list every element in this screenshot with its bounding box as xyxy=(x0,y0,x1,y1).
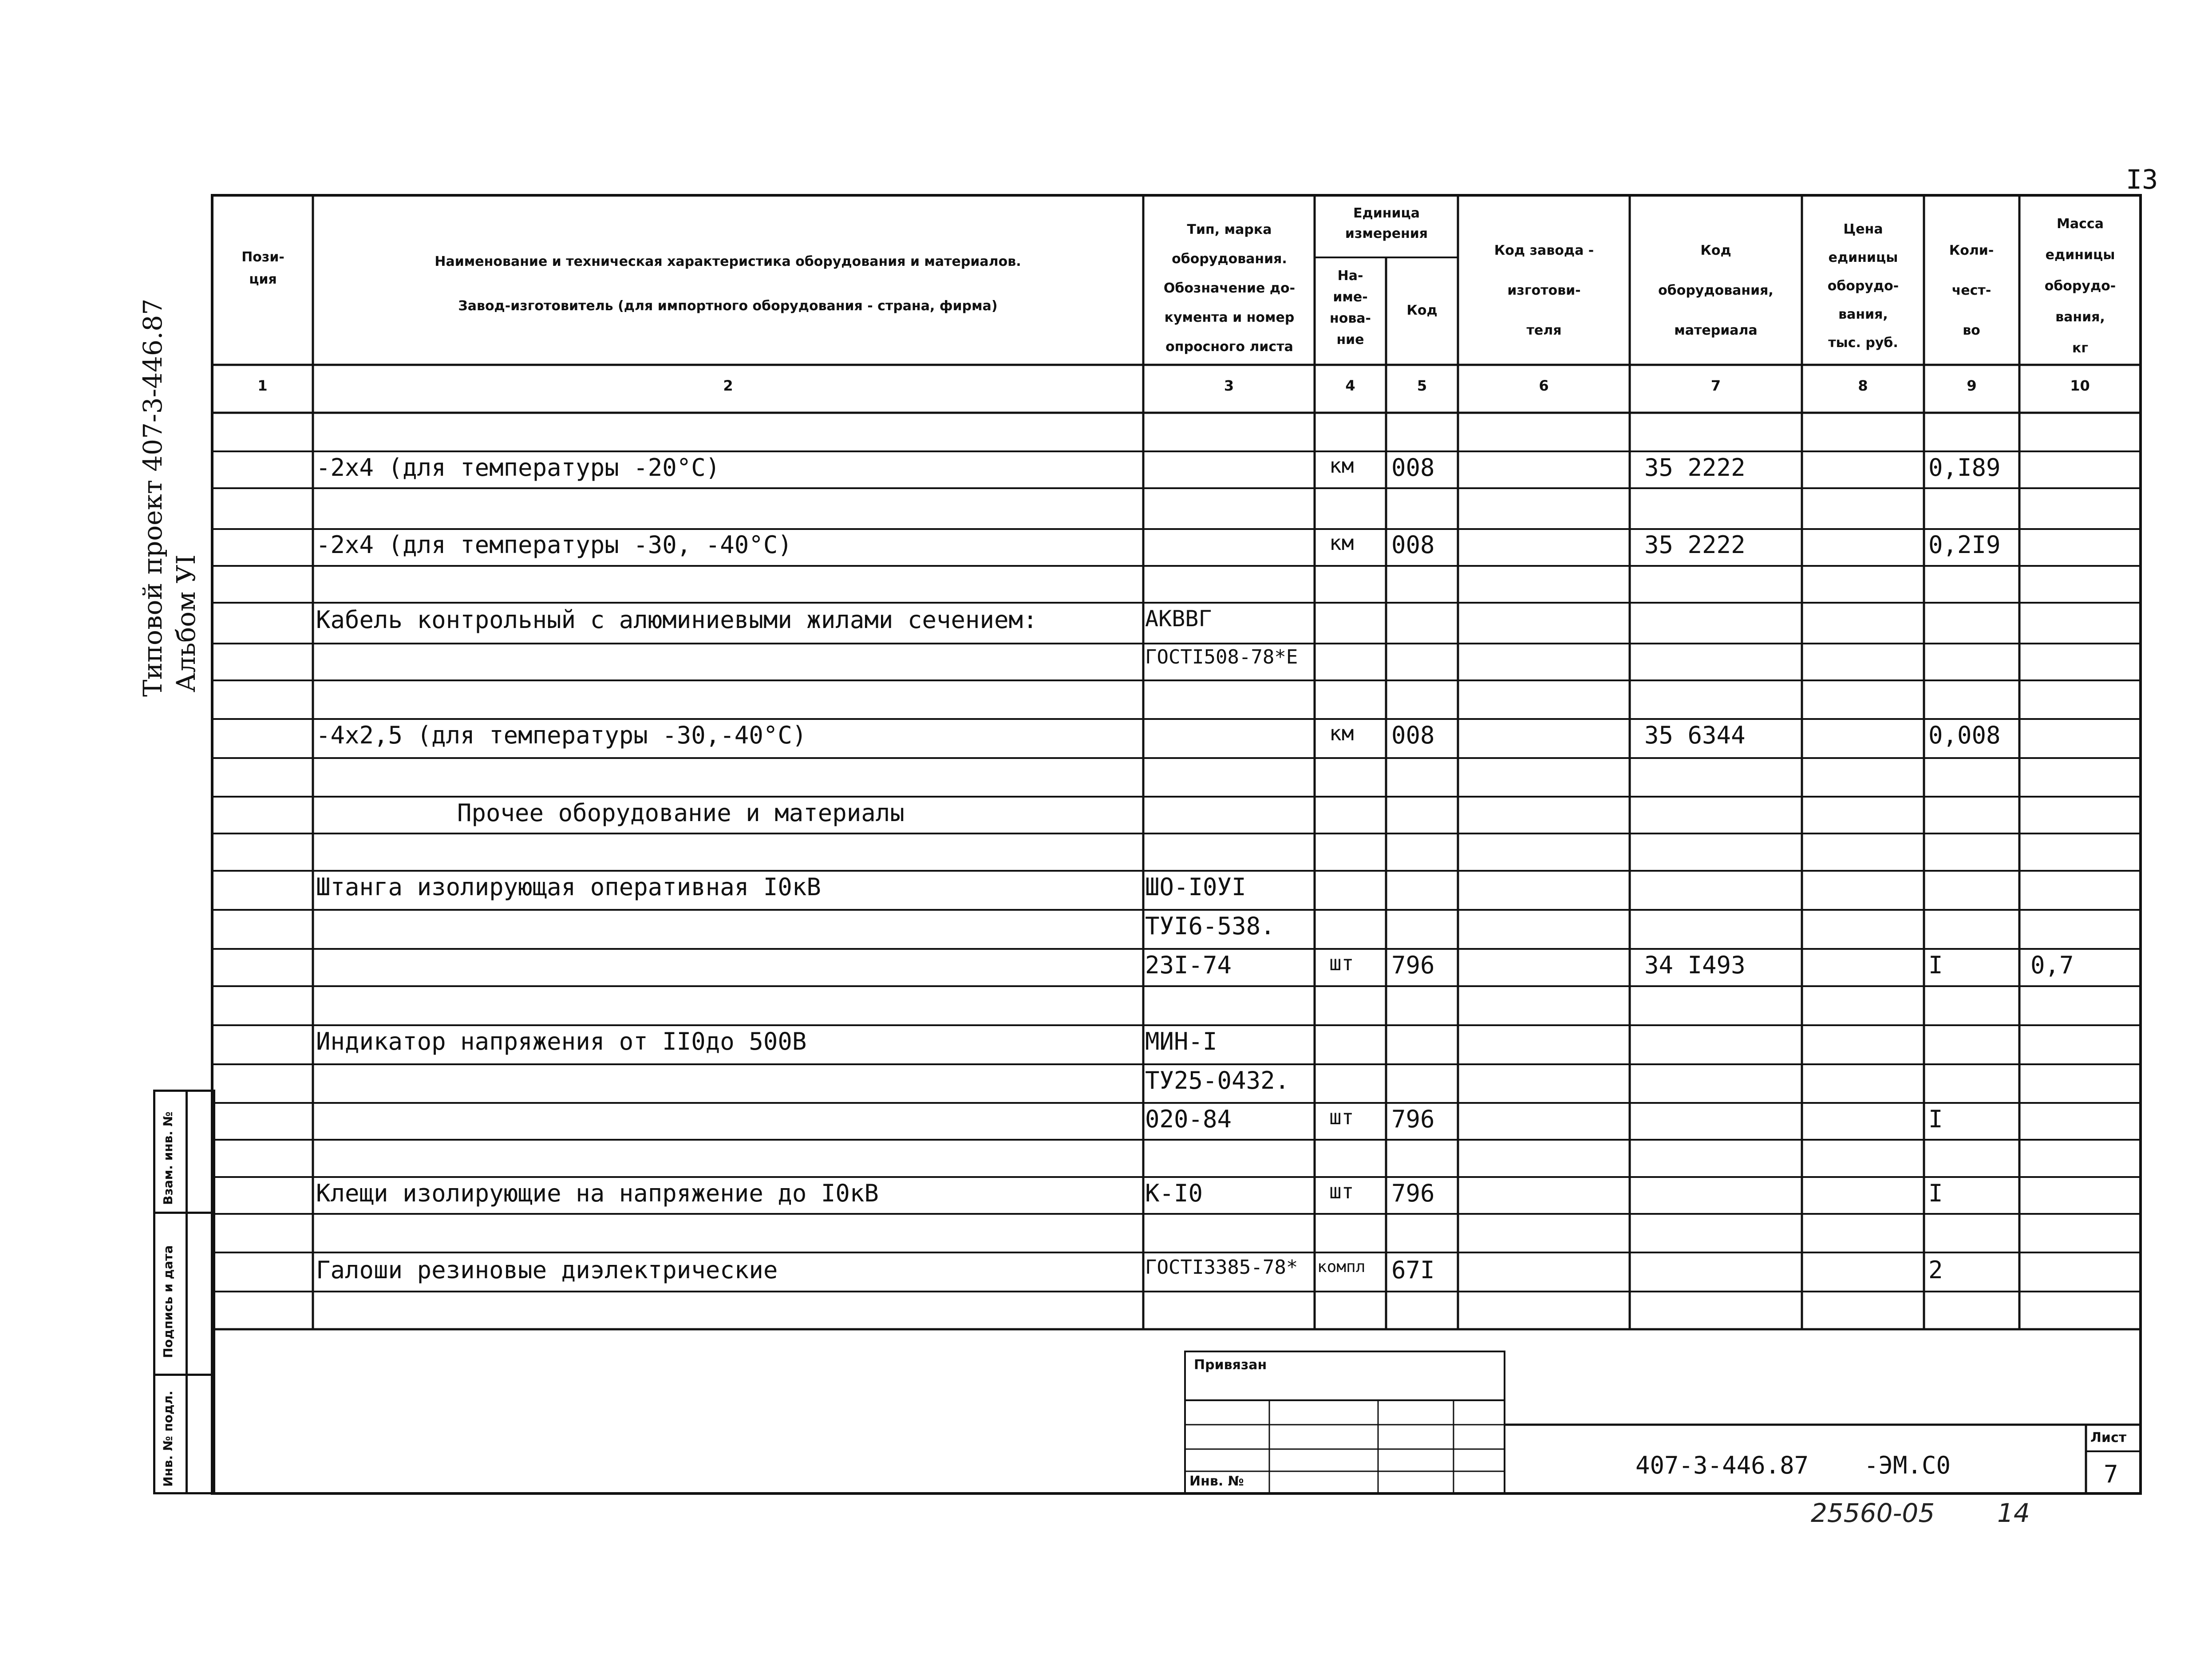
row-code: 008 xyxy=(1391,531,1435,559)
row-type: АКВВГ xyxy=(1145,606,1212,632)
row-equip-code: 35 2222 xyxy=(1644,531,1746,559)
row-unit: шт xyxy=(1329,951,1354,975)
row-qty: I xyxy=(1928,1179,1943,1207)
row-equip-code: 35 6344 xyxy=(1644,721,1746,749)
col-number: 1 xyxy=(257,377,268,394)
side-title-line2: Альбом УI xyxy=(171,554,201,692)
row-code: 796 xyxy=(1391,951,1435,979)
row-mass: 0,7 xyxy=(2030,951,2074,979)
row-name: -4х2,5 (для температуры -30,-40°С) xyxy=(316,721,807,749)
row-qty: 0,008 xyxy=(1928,721,2001,749)
row-name: -2х4 (для температуры -30, -40°С) xyxy=(316,531,792,559)
stamp-vzam-inv: Взам. инв. № xyxy=(161,1111,175,1205)
row-type: ШО-I0УI xyxy=(1145,873,1246,901)
row-qty: 0,I89 xyxy=(1928,454,2001,482)
row-code: 008 xyxy=(1391,721,1435,749)
header-price: Цена единицы оборудо- вания, тыс. руб. xyxy=(1827,221,1899,351)
col-number: 6 xyxy=(1539,377,1549,394)
header-unit-code: Код xyxy=(1406,303,1438,318)
row-type: ТУ25-0432. xyxy=(1145,1067,1290,1094)
row-qty: I xyxy=(1928,1105,1943,1133)
section-heading: Прочее оборудование и материалы xyxy=(457,799,905,827)
row-unit: шт xyxy=(1329,1105,1354,1129)
header-position: Пози- ция xyxy=(241,249,284,287)
header-type: Тип, марка оборудования. Обозначение до- кумента и номер опросного листа xyxy=(1163,222,1296,355)
col-number: 2 xyxy=(723,377,733,394)
row-type: ГОСТI508-78*Е xyxy=(1145,646,1298,668)
row-name: Штанга изолирующая оперативная I0кВ xyxy=(316,873,821,901)
row-equip-code: 35 2222 xyxy=(1644,454,1746,482)
handwritten-archive-number: 25560-05 xyxy=(1811,1498,1935,1528)
sheet-number: 7 xyxy=(2104,1460,2118,1488)
row-equip-code: 34 I493 xyxy=(1644,951,1746,979)
row-unit: компл xyxy=(1317,1258,1366,1276)
row-unit: км xyxy=(1329,721,1354,745)
row-qty: I xyxy=(1928,951,1943,979)
row-name: Клещи изолирующие на напряжение до I0кВ xyxy=(316,1179,879,1207)
col-number: 4 xyxy=(1345,377,1355,394)
row-code: 008 xyxy=(1391,454,1435,482)
header-unit: Единица измерения xyxy=(1345,205,1428,241)
side-title-line1: Типовой проект 407-3-446.87 xyxy=(138,298,168,697)
row-name: Галоши резиновые диэлектрические xyxy=(316,1256,778,1284)
row-type: МИН-I xyxy=(1145,1027,1217,1055)
row-qty: 0,2I9 xyxy=(1928,531,2001,559)
row-code: 796 xyxy=(1391,1179,1435,1207)
row-type: ТУI6-538. xyxy=(1145,912,1275,940)
row-type: 020-84 xyxy=(1145,1105,1232,1133)
document-code: 407-3-446.87 xyxy=(1635,1451,1809,1479)
header-unit-name: На- име- нова- ние xyxy=(1329,268,1371,348)
header-mass: Масса единицы оборудо- вания, кг xyxy=(2044,216,2116,356)
row-name: -2х4 (для температуры -20°С) xyxy=(316,454,720,482)
row-type: К-I0 xyxy=(1145,1179,1203,1207)
col-number: 7 xyxy=(1710,377,1721,394)
sheet-label: Лист xyxy=(2090,1430,2127,1446)
row-unit: шт xyxy=(1329,1179,1354,1203)
stamp-inv-no: Инв. № подл. xyxy=(161,1391,175,1487)
col-number: 8 xyxy=(1858,377,1868,394)
row-type: ГОСТI3385-78* xyxy=(1145,1256,1298,1279)
row-code: 796 xyxy=(1391,1105,1435,1133)
row-unit: км xyxy=(1329,531,1354,555)
document-suffix: -ЭМ.С0 xyxy=(1864,1451,1951,1479)
col-number: 10 xyxy=(2070,377,2090,394)
header-name: Наименование и техническая характеристика оборудования и материалов. Завод-изготовитель (для импортного оборудования - страна, фирма) xyxy=(434,254,1021,314)
header-equip-code: Код оборудования, материала xyxy=(1658,243,1774,338)
col-number: 3 xyxy=(1224,377,1234,394)
handwritten-page: 14 xyxy=(1997,1498,2030,1528)
header-quantity: Коли- чест- во xyxy=(1949,243,1994,338)
row-type: 23I-74 xyxy=(1145,951,1232,979)
inv-no-label: Инв. № xyxy=(1189,1473,1244,1489)
page-number: I3 xyxy=(2126,164,2158,195)
row-qty: 2 xyxy=(1928,1256,1943,1284)
row-unit: км xyxy=(1329,454,1354,478)
row-name: Индикатор напряжения от II0до 500В xyxy=(316,1027,807,1055)
header-plant-code: Код завода - изготови- теля xyxy=(1494,243,1594,338)
row-code: 67I xyxy=(1391,1256,1435,1284)
row-name: Кабель контрольный с алюминиевыми жилами сечением: xyxy=(316,606,1038,634)
attached-label: Привязан xyxy=(1194,1357,1267,1373)
col-number: 5 xyxy=(1417,377,1427,394)
stamp-sign-date: Подпись и дата xyxy=(161,1245,175,1358)
col-number: 9 xyxy=(1967,377,1977,394)
